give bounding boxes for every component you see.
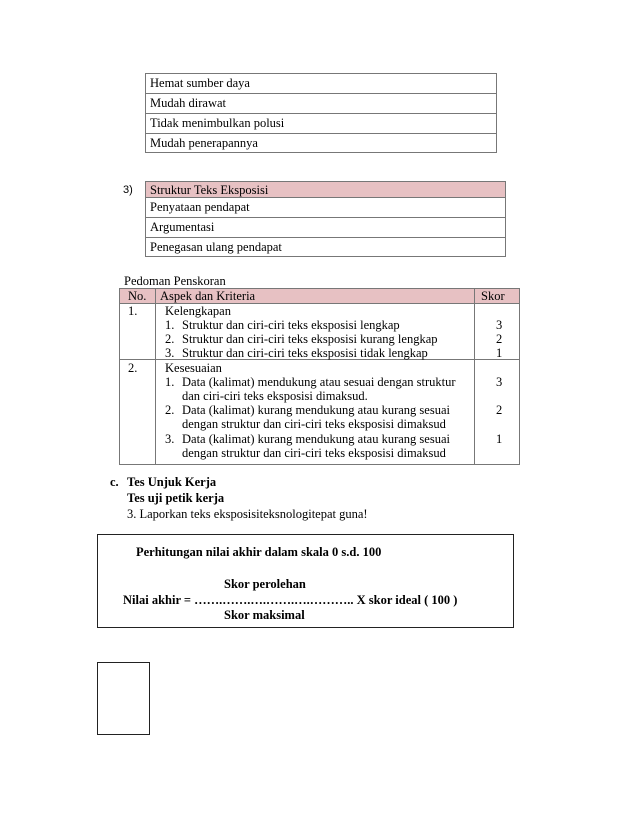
criterion-number: 3.	[165, 432, 175, 446]
table-row: Tidak menimbulkan polusi	[150, 116, 285, 130]
criterion-text: dengan struktur dan ciri-ciri teks eksposisi dimaksud	[182, 417, 446, 431]
criterion-number: 3.	[165, 346, 175, 360]
formula-line: Nilai akhir = …….…….….…….….……….. X skor ideal ( 100 )	[123, 593, 458, 607]
criterion-text: Struktur dan ciri-ciri teks eksposisi kurang lengkap	[182, 332, 438, 346]
criterion-text: Data (kalimat) kurang mendukung atau kurang sesuai	[182, 432, 450, 446]
criterion-text: dengan struktur dan ciri-ciri teks eksposisi dimaksud	[182, 446, 446, 460]
table-row: Penegasan ulang pendapat	[150, 240, 282, 254]
row-divider	[145, 237, 506, 238]
criterion-score: 2	[496, 403, 503, 417]
table-row: Mudah dirawat	[150, 96, 227, 110]
row-divider	[145, 93, 497, 94]
criterion-number: 1.	[165, 375, 175, 389]
criterion-text: dan ciri-ciri teks eksposisi dimaksud.	[182, 389, 368, 403]
row-divider	[145, 197, 506, 198]
criterion-number: 2.	[165, 403, 175, 417]
formula-numerator: Skor perolehan	[224, 577, 306, 591]
table-header: Struktur Teks Eksposisi	[150, 183, 269, 197]
section-number: 3)	[123, 184, 133, 196]
row-number: 1.	[128, 304, 138, 318]
formula-denominator: Skor maksimal	[224, 608, 305, 622]
row-number: 2.	[128, 361, 138, 375]
row-divider	[145, 133, 497, 134]
header-score: Skor	[481, 289, 505, 303]
formula-title: Perhitungan nilai akhir dalam skala 0 s.d. 100	[136, 545, 382, 559]
column-divider	[474, 288, 475, 465]
criterion-text: Struktur dan ciri-ciri teks eksposisi tidak lengkap	[182, 346, 428, 360]
table-row: Hemat sumber daya	[150, 76, 250, 90]
table-row: Penyataan pendapat	[150, 200, 250, 214]
aspect-title: Kesesuaian	[165, 361, 222, 375]
instruction: 3. Laporkan teks eksposisiteksnologitepat guna!	[127, 507, 368, 521]
criterion-number: 2.	[165, 332, 175, 346]
table-row: Argumentasi	[150, 220, 215, 234]
criterion-score: 1	[496, 432, 503, 446]
aspect-title: Kelengkapan	[165, 304, 231, 318]
section-subtitle: Tes uji petik kerja	[127, 491, 225, 505]
section-title: Tes Unjuk Kerja	[127, 475, 217, 489]
row-divider	[145, 113, 497, 114]
row-divider	[145, 217, 506, 218]
criterion-score: 3	[496, 375, 503, 389]
criterion-score: 3	[496, 318, 503, 332]
header-aspect: Aspek dan Kriteria	[160, 289, 256, 303]
criterion-number: 1.	[165, 318, 175, 332]
criterion-score: 1	[496, 346, 503, 360]
column-divider	[155, 288, 156, 465]
criterion-text: Data (kalimat) kurang mendukung atau kurang sesuai	[182, 403, 450, 417]
criterion-text: Data (kalimat) mendukung atau sesuai dengan struktur	[182, 375, 456, 389]
criterion-text: Struktur dan ciri-ciri teks eksposisi lengkap	[182, 318, 400, 332]
empty-box	[97, 662, 150, 735]
header-no: No.	[128, 289, 147, 303]
table-row: Mudah penerapannya	[150, 136, 258, 150]
section-label: c.	[110, 475, 119, 489]
criterion-score: 2	[496, 332, 503, 346]
scoring-title: Pedoman Penskoran	[124, 274, 226, 288]
